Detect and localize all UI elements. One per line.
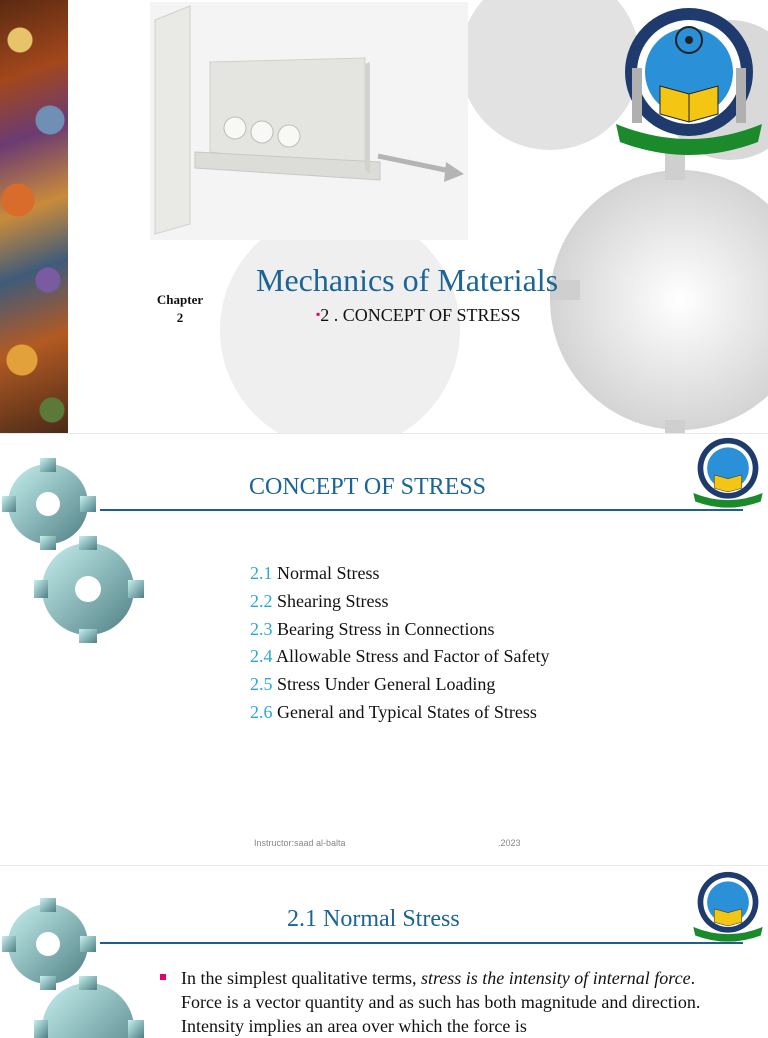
title-slide [0, 0, 768, 433]
chapter-subtitle [316, 305, 521, 326]
decorative-gears [0, 454, 160, 644]
slide-title: 2.1 Normal Stress [287, 906, 460, 932]
item-number: 2.5 [250, 674, 273, 695]
bolted-plate-illustration [150, 2, 468, 240]
item-text: General and Typical States of Stress [272, 701, 537, 722]
subtitle-bullet: ▪ [316, 307, 321, 321]
university-logo-small [689, 435, 767, 511]
list-item [250, 616, 549, 644]
item-number: 2.3 [250, 618, 273, 639]
normal-stress-slide [0, 865, 768, 1036]
list-item [250, 588, 549, 616]
university-logo-small [689, 869, 767, 945]
item-text: Stress Under General Loading [272, 674, 496, 695]
list-item [250, 560, 549, 588]
title-underline [100, 509, 743, 511]
bullet-emphasis: stress is the intensity of internal force [420, 968, 691, 988]
item-number: 2.1 [250, 563, 273, 583]
list-item [250, 671, 549, 699]
year-footer: .2023 [498, 838, 521, 848]
instructor-footer: Instructor:saad al-balta [254, 838, 346, 848]
subtitle-text: 2 . CONCEPT OF STRESS [320, 305, 521, 325]
item-number: 2.6 [250, 701, 273, 722]
item-number: 2.4 [250, 646, 273, 667]
decorative-mosaic-strip [0, 0, 68, 433]
contents-list [250, 560, 549, 727]
decorative-gears [0, 894, 160, 1034]
bullet-marker [160, 974, 166, 980]
list-item [250, 699, 549, 727]
list-item [250, 643, 549, 671]
chapter-label: Chapter [156, 292, 204, 307]
item-text: Allowable Stress and Factor of Safety [272, 646, 550, 667]
item-number: 2.2 [250, 590, 273, 611]
contents-slide [0, 433, 768, 866]
bullet-lead: In the simplest qualitative terms, [181, 968, 421, 988]
university-logo [612, 2, 766, 162]
item-text: Normal Stress [272, 563, 380, 583]
bullet-paragraph [181, 966, 701, 1038]
title-underline [100, 942, 743, 944]
item-text: Shearing Stress [272, 590, 389, 611]
slide-title: CONCEPT OF STRESS [249, 474, 486, 500]
slide-title: Mechanics of Materials [256, 262, 559, 298]
chapter-label-block [154, 291, 206, 327]
item-text: Bearing Stress in Connections [272, 618, 495, 639]
chapter-number: 2 [176, 310, 184, 325]
bullet-rest: . Force is a vector quantity and as such has both magnitude and direction. Intensity implies an area over which the force is [181, 968, 701, 1036]
